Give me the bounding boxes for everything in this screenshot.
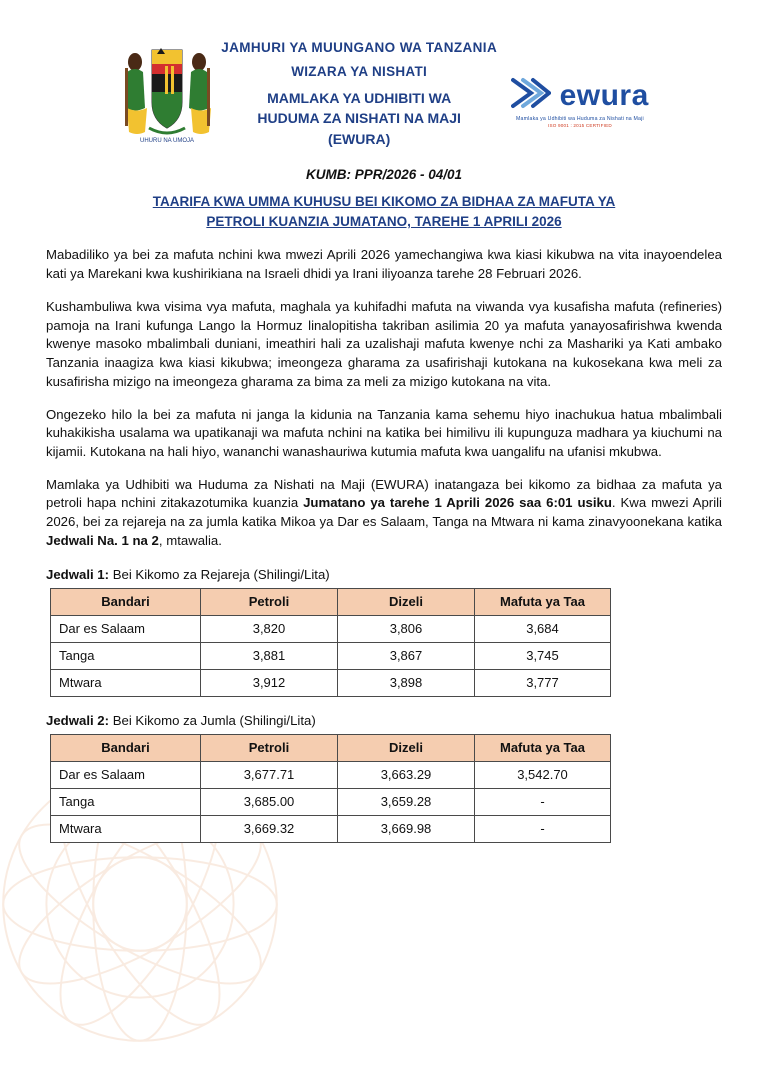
- coat-of-arms-icon: [119, 32, 215, 142]
- table-2-r0-taa: 3,542.70: [475, 761, 611, 788]
- effective-date-text: Jumatano ya tarehe 1 Aprili 2026 saa 6:01 usiku: [303, 495, 612, 511]
- table-2-header-mafuta-ya-taa: Mafuta ya Taa: [475, 734, 611, 761]
- table-2-r1-petroli: 3,685.00: [201, 788, 338, 815]
- table-row: [51, 615, 611, 642]
- header-line-1: JAMHURI YA MUUNGANO WA TANZANIA: [221, 40, 498, 55]
- table-row: [51, 669, 611, 696]
- table-1-r2-taa: 3,777: [475, 669, 611, 696]
- table-1-header-bandari: Bandari: [51, 588, 201, 615]
- ewura-subtitle: Mamlaka ya Udhibiti wa Huduma za Nishati na Maji: [516, 116, 644, 122]
- table-2-r1-taa: -: [475, 788, 611, 815]
- paragraph-2: Kushambuliwa kwa visima vya mafuta, maghala ya kuhifadhi mafuta na viwanda vya kusafisha mafuta (refineries) pamoja na Irani kufunga Lango la Hormuz linalopitisha takriban asilimia 20 ya mafuta yanayosafirishwa kwenda kwenye masoko mbalimbali duniani, imeathiri hali za uzalishaji mafuta kwenye nchi za Mashariki ya Kati ambako Tanzania inaagiza kwa kiasi kikubwa; imeongeza gharama za usafirishaji kutokana na kukosekana kwa meli za kusafirisha mizigo na imeongeza gharama za bima za meli za mizigo kutokana na vita.: [46, 298, 722, 389]
- table-2-header-bandari: Bandari: [51, 734, 201, 761]
- table-header-row: [51, 588, 611, 615]
- ewura-wordmark: ewura: [559, 78, 649, 112]
- svg-text:UHURU NA UMOJA: UHURU NA UMOJA: [140, 138, 195, 144]
- table-1-r2-dizeli: 3,898: [338, 669, 475, 696]
- table-2-r0-petroli: 3,677.71: [201, 761, 338, 788]
- table-1-caption-label: Jedwali 1:: [46, 566, 110, 582]
- paragraph-3: Ongezeko hilo la bei za mafuta ni janga la kidunia na Tanzania kama sehemu hiyo inachukua hatua mbalimbali kuhakikisha usalama wa upatikanaji wa mafuta nchini na katika bei himilivu ili kupunguza madhara ya kiuchumi na kijamii. Kutokana na hali hiyo, wananchi wanashauriwa kutumia mafuta kwa uangalifu na ufanisi mkubwa.: [46, 406, 722, 459]
- header-line-2: WIZARA YA NISHATI: [291, 64, 428, 79]
- table-row: [51, 761, 611, 788]
- ewura-certification: ISO 9001 : 2015 CERTIFIED: [547, 123, 612, 128]
- table-2-header-petroli: Petroli: [201, 734, 338, 761]
- header-titles: [221, 32, 497, 149]
- table-2-header-dizeli: Dizeli: [338, 734, 475, 761]
- ewura-swirl-icon: [511, 76, 551, 115]
- table-1-r1-dizeli: 3,867: [338, 642, 475, 669]
- page-title: [46, 192, 722, 233]
- header-line-3a: MAMLAKA YA UDHIBITI WA: [267, 90, 452, 106]
- paragraph-4-part-e: , mtawalia.: [158, 532, 222, 548]
- table-1-r2-petroli: 3,912: [201, 669, 338, 696]
- table-2-r1-bandari: Tanga: [51, 788, 201, 815]
- page-title-line-2: PETROLI KUANZIA JUMATANO, TAREHE 1 APRILI 2026: [206, 214, 562, 230]
- header-line-3c: (EWURA): [328, 130, 391, 147]
- wholesale-price-table: [50, 734, 611, 843]
- table-2-caption-label: Jedwali 2:: [46, 712, 110, 728]
- table-row: [51, 788, 611, 815]
- ewura-logo: [511, 76, 649, 128]
- document-reference: KUMB: PPR/2026 - 04/01: [305, 166, 463, 182]
- table-row: [51, 642, 611, 669]
- table-1-r0-petroli: 3,820: [201, 615, 338, 642]
- page-title-line-1: TAARIFA KWA UMMA KUHUSU BEI KIKOMO ZA BIDHAA ZA MAFUTA YA: [152, 193, 616, 209]
- table-2-r0-dizeli: 3,663.29: [338, 761, 475, 788]
- paragraph-4: [46, 476, 722, 551]
- table-2-r2-petroli: 3,669.32: [201, 815, 338, 842]
- table-1-r0-bandari: Dar es Salaam: [51, 615, 201, 642]
- table-2-r0-bandari: Dar es Salaam: [51, 761, 201, 788]
- document-header: [46, 24, 722, 149]
- table-2-r2-dizeli: 3,669.98: [338, 815, 475, 842]
- table-2-r2-bandari: Mtwara: [51, 815, 201, 842]
- table-header-row: [51, 734, 611, 761]
- table-1-r1-bandari: Tanga: [51, 642, 201, 669]
- paragraph-4-part-a: Mamlaka ya Udhibiti wa Huduma za Nishati na Maji (EWURA) inatangaza bei kikomo za bidhaa za mafuta ya petroli hapa nchini zitakazotumika kuanzia: [46, 476, 722, 511]
- paragraph-4-part-c: . Kwa mwezi Aprili 2026, bei za rejareja na za jumla katika Mikoa ya Dar es Salaam, Tanga na Mtwara ni kama zinavyoonekana katika: [46, 495, 722, 530]
- table-1-caption: [46, 567, 722, 582]
- table-row: [51, 815, 611, 842]
- paragraph-1: Mabadiliko ya bei za mafuta nchini kwa mwezi Aprili 2026 yamechangiwa kwa kiasi kikubwa na vita inayoendelea kati ya Marekani kwa kushirikiana na Israeli dhidi ya Irani iliyoanza tarehe 28 Februari 2026.: [46, 247, 722, 282]
- table-1-caption-text: Bei Kikomo za Rejareja (Shilingi/Lita): [109, 566, 330, 582]
- header-line-3b: HUDUMA ZA NISHATI NA MAJI: [257, 110, 461, 127]
- retail-price-table: [50, 588, 611, 697]
- table-1-r1-petroli: 3,881: [201, 642, 338, 669]
- table-2-r2-taa: -: [475, 815, 611, 842]
- table-2-caption: [46, 713, 722, 728]
- table-1-r1-taa: 3,745: [475, 642, 611, 669]
- table-2-caption-text: Bei Kikomo za Jumla (Shilingi/Lita): [109, 712, 316, 728]
- table-1-r0-dizeli: 3,806: [338, 615, 475, 642]
- table-2-r1-dizeli: 3,659.28: [338, 788, 475, 815]
- table-1-header-mafuta-ya-taa: Mafuta ya Taa: [475, 588, 611, 615]
- tables-reference-text: Jedwali Na. 1 na 2: [46, 532, 159, 548]
- table-1-r2-bandari: Mtwara: [51, 669, 201, 696]
- table-1-header-dizeli: Dizeli: [338, 588, 475, 615]
- table-1-r0-taa: 3,684: [475, 615, 611, 642]
- table-1-header-petroli: Petroli: [201, 588, 338, 615]
